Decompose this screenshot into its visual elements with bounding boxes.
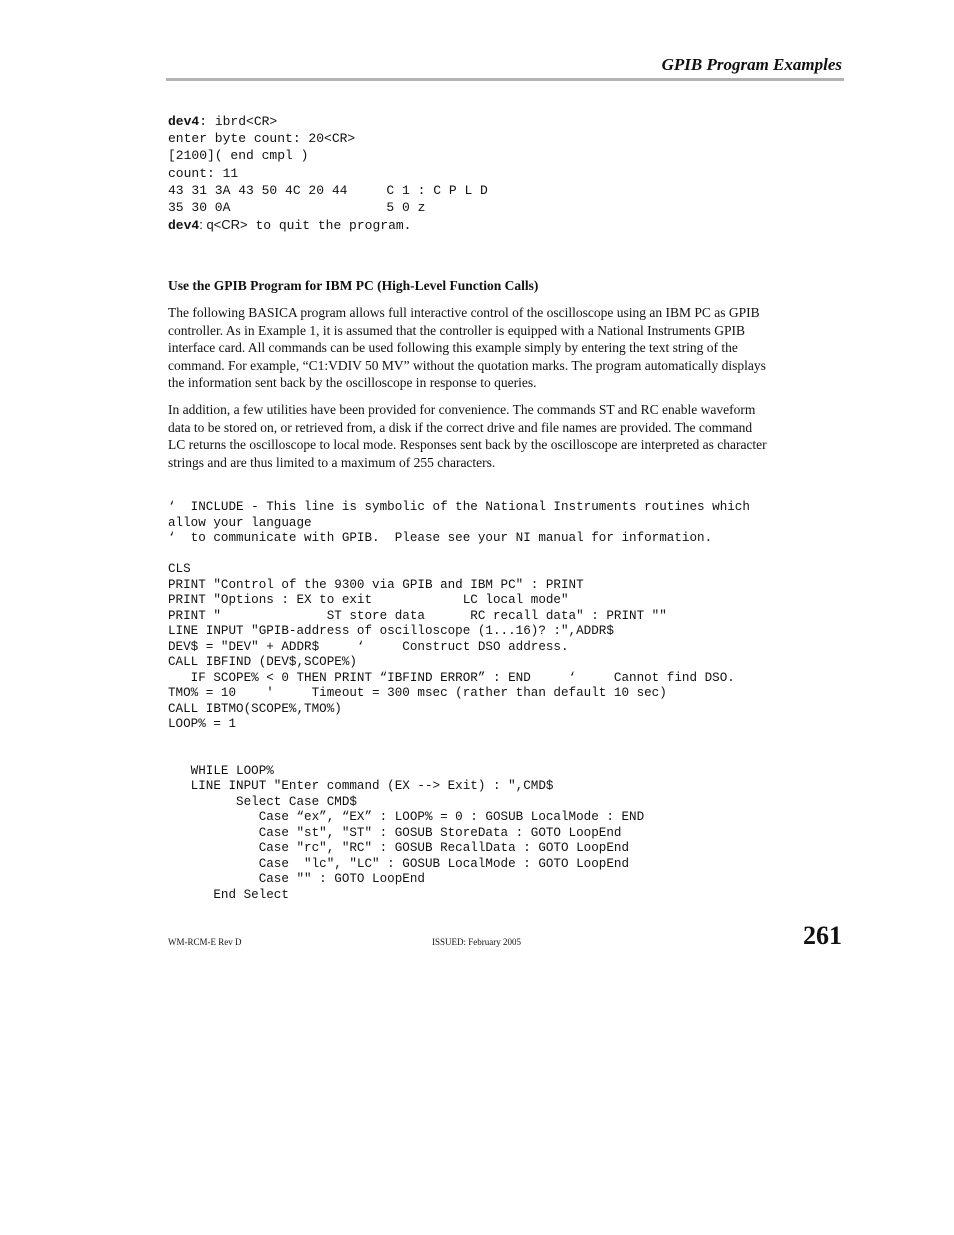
body-paragraph-1 [168, 304, 846, 392]
code-line: PRINT "Options : EX to exit LC local mode" [168, 593, 569, 607]
page-number: 261 [803, 921, 842, 950]
code-line: ‘ to communicate with GPIB. Please see your NI manual for information. [168, 531, 713, 545]
code-line: Select Case CMD$ [168, 794, 357, 809]
terminal-line: [2100]( end cmpl ) [168, 148, 309, 164]
terminal-text: : q<CR> [199, 217, 248, 233]
paragraph-line: The following BASICA program allows full interactive control of the oscilloscope using an IBM PC as GPIB [168, 305, 760, 320]
code-line: WHILE LOOP% [168, 763, 274, 778]
paragraph-line: command. For example, “C1:VDIV 50 MV” without the quotation marks. The program automatically displays [168, 357, 766, 373]
page-header-title: GPIB Program Examples [661, 55, 842, 74]
body-paragraph-2 [168, 401, 846, 471]
code-line: CLS [168, 562, 191, 576]
code-line: LOOP% = 1 [168, 717, 237, 731]
code-line: End Select [168, 887, 289, 902]
device-prompt: dev4 [168, 218, 200, 234]
paragraph-line: LC returns the oscilloscope to local mode. Responses sent back by the oscilloscope are interpreted as character [168, 437, 767, 453]
code-line: ‘ INCLUDE - This line is symbolic of the National Instruments routines which [168, 500, 750, 514]
code-line: LINE INPUT "Enter command (EX --> Exit) : ",CMD$ [168, 779, 554, 793]
code-line: IF SCOPE% < 0 THEN PRINT “IBFIND ERROR” : END ‘ Cannot find DSO. [168, 670, 735, 685]
code-line: Case “ex”, “EX” : LOOP% = 0 : GOSUB LocalMode : END [168, 810, 645, 824]
terminal-line [168, 113, 668, 130]
code-line: Case "st", "ST" : GOSUB StoreData : GOTO LoopEnd [168, 825, 622, 840]
terminal-line: count: 11 [168, 165, 239, 181]
terminal-output [168, 113, 668, 233]
code-line: TMO% = 10 ' Timeout = 300 msec (rather than default 10 sec) [168, 686, 667, 700]
paragraph-line: controller. As in Example 1, it is assumed that the controller is equipped with a National Instruments GPIB [168, 322, 746, 338]
terminal-line: 43 31 3A 43 50 4C 20 44 C 1 : C P L D [168, 182, 488, 198]
code-line [168, 748, 848, 764]
section-heading: Use the GPIB Program for IBM PC (High-Level Function Calls) [168, 278, 539, 293]
footer-doc-id: WM-RCM-E Rev D [168, 937, 242, 947]
code-line: PRINT "Control of the 9300 via GPIB and IBM PC" : PRINT [168, 577, 584, 592]
header-divider [166, 78, 844, 81]
basica-code-listing [168, 500, 848, 903]
footer-issued-date: ISSUED: February 2005 [432, 937, 521, 947]
terminal-text: to quit the program. [247, 218, 412, 234]
paragraph-line: strings and are thus limited to a maximum of 255 characters. [168, 454, 496, 470]
code-line: CALL IBTMO(SCOPE%,TMO%) [168, 701, 342, 716]
terminal-line: enter byte count: 20<CR> [168, 131, 356, 147]
terminal-line [168, 216, 668, 233]
code-line: Case "rc", "RC" : GOSUB RecallData : GOTO LoopEnd [168, 841, 630, 855]
code-line: DEV$ = "DEV" + ADDR$ ‘ Construct DSO address. [168, 639, 569, 654]
terminal-line: 35 30 0A 5 0 z [168, 199, 426, 215]
code-line: Case "" : GOTO LoopEnd [168, 872, 425, 886]
paragraph-line: the information sent back by the oscilloscope in response to queries. [168, 375, 537, 391]
device-prompt: dev4 [168, 114, 200, 129]
code-line: CALL IBFIND (DEV$,SCOPE%) [168, 655, 357, 669]
paragraph-line: In addition, a few utilities have been provided for convenience. The commands ST and RC enable waveform [168, 402, 756, 417]
code-line: PRINT " ST store data RC recall data" : PRINT "" [168, 608, 667, 623]
code-line: LINE INPUT "GPIB-address of oscilloscope (1...16)? :",ADDR$ [168, 624, 614, 638]
code-line: Case "lc", "LC" : GOSUB LocalMode : GOTO LoopEnd [168, 856, 630, 871]
code-line [168, 733, 848, 749]
code-line [168, 547, 848, 563]
code-line: allow your language [168, 515, 312, 530]
paragraph-line: interface card. All commands can be used following this example simply by entering the text string of the [168, 340, 738, 356]
terminal-text: : ibrd<CR> [199, 114, 278, 129]
paragraph-line: data to be stored on, or retrieved from, a disk if the correct drive and file names are provided. The command [168, 419, 753, 435]
